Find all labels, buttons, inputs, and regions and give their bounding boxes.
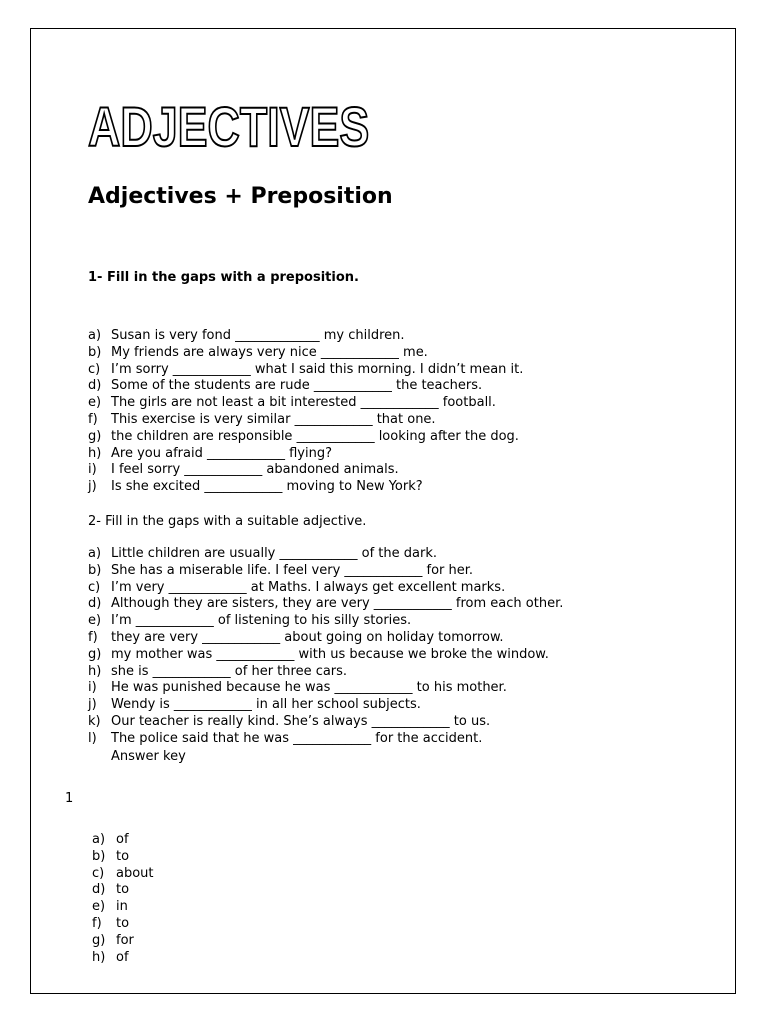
banner-title: ADJECTIVES bbox=[88, 95, 370, 158]
item-text: Susan is very fond _____________ my children. bbox=[111, 328, 405, 343]
item-label: d) bbox=[88, 596, 102, 612]
answer-label: g) bbox=[92, 932, 106, 948]
item-text: The police said that he was ____________ for the accident. bbox=[111, 730, 483, 746]
item-label: a) bbox=[88, 546, 102, 561]
answer-list bbox=[92, 832, 154, 966]
answer-text: about bbox=[116, 865, 154, 881]
exercise-item bbox=[88, 429, 523, 446]
answer-item bbox=[92, 950, 154, 967]
exercise-2-heading: 2- Fill in the gaps with a suitable adjective. bbox=[88, 514, 367, 529]
item-label: g) bbox=[88, 646, 102, 662]
exercise-item bbox=[88, 731, 563, 748]
item-label: k) bbox=[88, 713, 101, 729]
item-text: my mother was ____________ with us because we broke the window. bbox=[111, 646, 549, 662]
page-subtitle: Adjectives + Preposition bbox=[88, 184, 393, 209]
item-label: c) bbox=[88, 361, 101, 377]
item-text: Some of the students are rude ____________ the teachers. bbox=[111, 378, 483, 394]
answer-label: d) bbox=[92, 882, 106, 898]
item-text: the children are responsible ____________ looking after the dog. bbox=[111, 428, 519, 444]
item-text: she is ____________ of her three cars. bbox=[111, 663, 348, 679]
exercise-item bbox=[88, 664, 563, 681]
answer-text: of bbox=[116, 832, 129, 847]
item-label: e) bbox=[88, 613, 102, 629]
answer-label: e) bbox=[92, 899, 106, 915]
item-text: Our teacher is really kind. She’s always ____________ to us. bbox=[111, 713, 491, 729]
item-label: j) bbox=[88, 479, 97, 495]
item-label: h) bbox=[88, 445, 102, 461]
item-text: Little children are usually ____________ of the dark. bbox=[111, 546, 437, 561]
answer-label: c) bbox=[92, 865, 105, 881]
exercise-item bbox=[88, 328, 523, 345]
item-label: l) bbox=[88, 730, 97, 746]
answer-text: of bbox=[116, 949, 129, 965]
answer-item bbox=[92, 916, 154, 933]
answer-item bbox=[92, 933, 154, 950]
item-label: i) bbox=[88, 462, 97, 478]
exercise-item bbox=[88, 697, 563, 714]
item-text: The girls are not least a bit interested ____________ football. bbox=[111, 395, 496, 411]
exercise-item bbox=[88, 446, 523, 463]
item-label: i) bbox=[88, 680, 97, 696]
answer-item bbox=[92, 882, 154, 899]
item-text: they are very ____________ about going on holiday tomorrow. bbox=[111, 629, 504, 645]
item-text: Although they are sisters, they are very ____________ from each other. bbox=[111, 596, 564, 612]
item-label: f) bbox=[88, 629, 98, 645]
item-text: I’m very ____________ at Maths. I always get excellent marks. bbox=[111, 579, 506, 595]
item-text: He was punished because he was ____________ to his mother. bbox=[111, 680, 507, 696]
exercise-item bbox=[88, 412, 523, 429]
exercise-item bbox=[88, 395, 523, 412]
item-label: a) bbox=[88, 328, 102, 343]
answer-text: in bbox=[116, 899, 128, 915]
answer-section-number: 1 bbox=[65, 791, 74, 806]
exercise-1-heading: 1- Fill in the gaps with a preposition. bbox=[88, 270, 359, 285]
exercise-item bbox=[88, 580, 563, 597]
exercise-item bbox=[88, 479, 523, 496]
answer-label: a) bbox=[92, 832, 106, 847]
exercise-item bbox=[88, 546, 563, 563]
item-text: I feel sorry ____________ abandoned animals. bbox=[111, 462, 399, 478]
exercise-item bbox=[88, 563, 563, 580]
exercise-item bbox=[88, 596, 563, 613]
item-label: h) bbox=[88, 663, 102, 679]
exercise-item bbox=[88, 378, 523, 395]
answer-label: h) bbox=[92, 949, 106, 965]
item-label: d) bbox=[88, 378, 102, 394]
answer-text: to bbox=[116, 882, 130, 898]
item-label: j) bbox=[88, 697, 97, 713]
exercise-2-list bbox=[88, 546, 563, 748]
item-text: I’m ____________ of listening to his silly stories. bbox=[111, 613, 412, 629]
answer-item bbox=[92, 866, 154, 883]
item-text: Is she excited ____________ moving to New York? bbox=[111, 479, 423, 495]
exercise-item bbox=[88, 647, 563, 664]
answer-text: to bbox=[116, 848, 130, 864]
answer-item bbox=[92, 899, 154, 916]
answer-text: to bbox=[116, 915, 130, 931]
exercise-item bbox=[88, 462, 523, 479]
item-text: Wendy is ____________ in all her school subjects. bbox=[111, 697, 421, 713]
exercise-item bbox=[88, 714, 563, 731]
item-text: She has a miserable life. I feel very ____________ for her. bbox=[111, 562, 474, 578]
exercise-item bbox=[88, 630, 563, 647]
item-label: g) bbox=[88, 428, 102, 444]
exercise-1-list bbox=[88, 328, 523, 496]
exercise-item bbox=[88, 680, 563, 697]
answer-label: b) bbox=[92, 848, 106, 864]
item-label: b) bbox=[88, 344, 102, 360]
answer-key-label: Answer key bbox=[111, 749, 186, 764]
item-text: This exercise is very similar ____________ that one. bbox=[111, 411, 436, 427]
item-text: Are you afraid ____________ flying? bbox=[111, 445, 332, 461]
answer-item bbox=[92, 832, 154, 849]
item-label: b) bbox=[88, 562, 102, 578]
item-label: e) bbox=[88, 395, 102, 411]
item-label: c) bbox=[88, 579, 101, 595]
item-text: My friends are always very nice ____________ me. bbox=[111, 344, 428, 360]
item-text: I’m sorry ____________ what I said this morning. I didn’t mean it. bbox=[111, 361, 524, 377]
item-label: f) bbox=[88, 411, 98, 427]
exercise-item bbox=[88, 613, 563, 630]
answer-text: for bbox=[116, 932, 134, 948]
exercise-item bbox=[88, 345, 523, 362]
answer-item bbox=[92, 849, 154, 866]
exercise-item bbox=[88, 362, 523, 379]
answer-label: f) bbox=[92, 915, 102, 931]
